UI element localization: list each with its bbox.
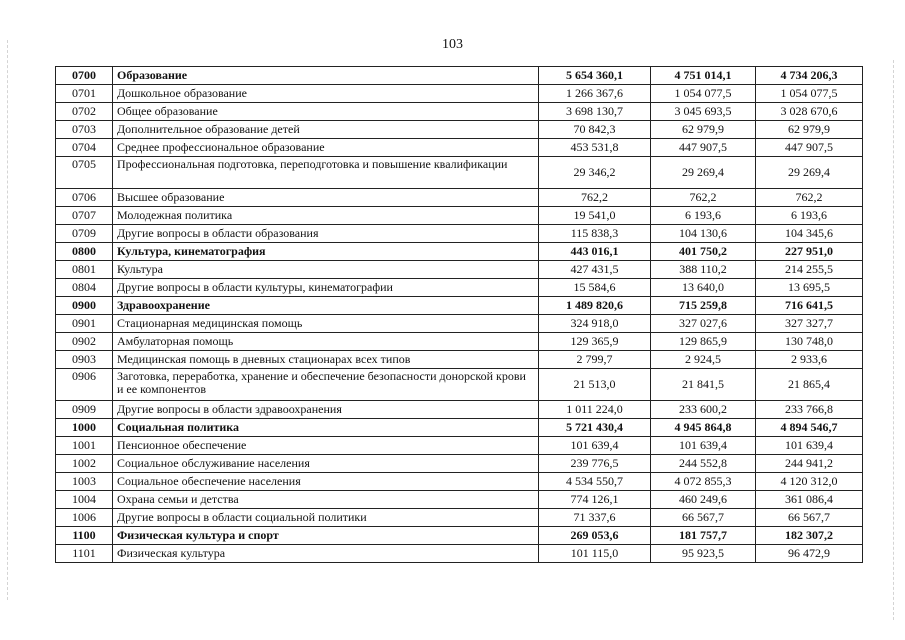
table-row <box>56 85 863 103</box>
amount-col-2: 3 045 693,5 <box>651 103 756 121</box>
amount-col-2: 762,2 <box>651 189 756 207</box>
amount-col-1: 129 365,9 <box>539 333 651 351</box>
amount-col-3: 4 734 206,3 <box>756 67 863 85</box>
amount-col-1: 21 513,0 <box>539 369 651 401</box>
amount-col-2: 104 130,6 <box>651 225 756 243</box>
amount-col-2: 129 865,9 <box>651 333 756 351</box>
amount-col-1: 269 053,6 <box>539 527 651 545</box>
section-name: Стационарная медицинская помощь <box>113 315 539 333</box>
section-name: Пенсионное обеспечение <box>113 437 539 455</box>
amount-col-2: 2 924,5 <box>651 351 756 369</box>
table-row <box>56 545 863 563</box>
section-name: Дошкольное образование <box>113 85 539 103</box>
amount-col-1: 101 115,0 <box>539 545 651 563</box>
amount-col-2: 233 600,2 <box>651 401 756 419</box>
section-code: 0705 <box>56 157 113 189</box>
section-name: Молодежная политика <box>113 207 539 225</box>
amount-col-1: 239 776,5 <box>539 455 651 473</box>
amount-col-3: 104 345,6 <box>756 225 863 243</box>
table-row <box>56 189 863 207</box>
section-name: Профессиональная подготовка, переподготовка и повышение квалификации <box>113 157 539 189</box>
table-row <box>56 369 863 401</box>
amount-col-1: 5 721 430,4 <box>539 419 651 437</box>
amount-col-1: 5 654 360,1 <box>539 67 651 85</box>
section-code: 0706 <box>56 189 113 207</box>
section-code: 1001 <box>56 437 113 455</box>
section-code: 0702 <box>56 103 113 121</box>
table-row <box>56 157 863 189</box>
section-name: Охрана семьи и детства <box>113 491 539 509</box>
amount-col-1: 19 541,0 <box>539 207 651 225</box>
table-row <box>56 121 863 139</box>
amount-col-3: 233 766,8 <box>756 401 863 419</box>
section-code: 1002 <box>56 455 113 473</box>
amount-col-3: 1 054 077,5 <box>756 85 863 103</box>
amount-col-2: 21 841,5 <box>651 369 756 401</box>
section-code: 0900 <box>56 297 113 315</box>
amount-col-3: 447 907,5 <box>756 139 863 157</box>
section-code: 0902 <box>56 333 113 351</box>
section-total-row <box>56 527 863 545</box>
section-code: 0703 <box>56 121 113 139</box>
section-name: Другие вопросы в области социальной политики <box>113 509 539 527</box>
amount-col-1: 29 346,2 <box>539 157 651 189</box>
amount-col-1: 70 842,3 <box>539 121 651 139</box>
amount-col-2: 13 640,0 <box>651 279 756 297</box>
section-code: 1003 <box>56 473 113 491</box>
amount-col-1: 115 838,3 <box>539 225 651 243</box>
amount-col-3: 2 933,6 <box>756 351 863 369</box>
table-row <box>56 103 863 121</box>
amount-col-3: 4 120 312,0 <box>756 473 863 491</box>
amount-col-3: 244 941,2 <box>756 455 863 473</box>
section-code: 0801 <box>56 261 113 279</box>
table-row <box>56 455 863 473</box>
amount-col-3: 101 639,4 <box>756 437 863 455</box>
amount-col-1: 4 534 550,7 <box>539 473 651 491</box>
section-code: 0700 <box>56 67 113 85</box>
section-name: Социальная политика <box>113 419 539 437</box>
section-name: Дополнительное образование детей <box>113 121 539 139</box>
amount-col-3: 130 748,0 <box>756 333 863 351</box>
amount-col-3: 361 086,4 <box>756 491 863 509</box>
amount-col-3: 227 951,0 <box>756 243 863 261</box>
amount-col-3: 13 695,5 <box>756 279 863 297</box>
amount-col-2: 401 750,2 <box>651 243 756 261</box>
section-code: 1004 <box>56 491 113 509</box>
section-name: Заготовка, переработка, хранение и обеспечение безопасности донорской крови и ее компонентов <box>113 369 539 401</box>
table-row <box>56 437 863 455</box>
amount-col-3: 6 193,6 <box>756 207 863 225</box>
amount-col-2: 715 259,8 <box>651 297 756 315</box>
section-name: Медицинская помощь в дневных стационарах всех типов <box>113 351 539 369</box>
section-total-row <box>56 67 863 85</box>
amount-col-1: 443 016,1 <box>539 243 651 261</box>
section-name: Физическая культура <box>113 545 539 563</box>
section-code: 1000 <box>56 419 113 437</box>
section-name: Здравоохранение <box>113 297 539 315</box>
amount-col-3: 29 269,4 <box>756 157 863 189</box>
amount-col-1: 1 266 367,6 <box>539 85 651 103</box>
scan-edge-left <box>7 40 8 600</box>
table-row <box>56 225 863 243</box>
amount-col-1: 15 584,6 <box>539 279 651 297</box>
section-code: 0707 <box>56 207 113 225</box>
table-row <box>56 279 863 297</box>
amount-col-1: 453 531,8 <box>539 139 651 157</box>
budget-table-body <box>56 67 863 563</box>
table-row <box>56 261 863 279</box>
section-name: Другие вопросы в области культуры, кинематографии <box>113 279 539 297</box>
amount-col-1: 774 126,1 <box>539 491 651 509</box>
amount-col-2: 460 249,6 <box>651 491 756 509</box>
table-row <box>56 315 863 333</box>
section-name: Среднее профессиональное образование <box>113 139 539 157</box>
amount-col-2: 327 027,6 <box>651 315 756 333</box>
table-row <box>56 333 863 351</box>
section-total-row <box>56 297 863 315</box>
table-row <box>56 473 863 491</box>
section-code: 0804 <box>56 279 113 297</box>
amount-col-2: 4 945 864,8 <box>651 419 756 437</box>
amount-col-3: 716 641,5 <box>756 297 863 315</box>
amount-col-2: 6 193,6 <box>651 207 756 225</box>
amount-col-3: 762,2 <box>756 189 863 207</box>
amount-col-1: 1 011 224,0 <box>539 401 651 419</box>
section-name: Культура, кинематография <box>113 243 539 261</box>
section-code: 0909 <box>56 401 113 419</box>
section-code: 0901 <box>56 315 113 333</box>
section-code: 0701 <box>56 85 113 103</box>
budget-table <box>55 66 863 563</box>
section-code: 0800 <box>56 243 113 261</box>
amount-col-2: 4 751 014,1 <box>651 67 756 85</box>
amount-col-2: 62 979,9 <box>651 121 756 139</box>
section-name: Социальное обслуживание населения <box>113 455 539 473</box>
amount-col-3: 4 894 546,7 <box>756 419 863 437</box>
table-row <box>56 207 863 225</box>
amount-col-2: 447 907,5 <box>651 139 756 157</box>
section-code: 1101 <box>56 545 113 563</box>
amount-col-1: 324 918,0 <box>539 315 651 333</box>
amount-col-2: 1 054 077,5 <box>651 85 756 103</box>
section-name: Высшее образование <box>113 189 539 207</box>
section-total-row <box>56 419 863 437</box>
section-name: Социальное обеспечение населения <box>113 473 539 491</box>
section-total-row <box>56 243 863 261</box>
amount-col-1: 427 431,5 <box>539 261 651 279</box>
table-row <box>56 139 863 157</box>
section-name: Культура <box>113 261 539 279</box>
amount-col-1: 101 639,4 <box>539 437 651 455</box>
amount-col-2: 66 567,7 <box>651 509 756 527</box>
section-code: 0903 <box>56 351 113 369</box>
table-row <box>56 509 863 527</box>
amount-col-2: 4 072 855,3 <box>651 473 756 491</box>
amount-col-3: 96 472,9 <box>756 545 863 563</box>
amount-col-2: 181 757,7 <box>651 527 756 545</box>
section-name: Другие вопросы в области здравоохранения <box>113 401 539 419</box>
amount-col-1: 1 489 820,6 <box>539 297 651 315</box>
amount-col-1: 762,2 <box>539 189 651 207</box>
amount-col-3: 62 979,9 <box>756 121 863 139</box>
amount-col-2: 101 639,4 <box>651 437 756 455</box>
section-code: 1006 <box>56 509 113 527</box>
scan-edge-right <box>893 60 894 620</box>
section-name: Общее образование <box>113 103 539 121</box>
section-name: Амбулаторная помощь <box>113 333 539 351</box>
amount-col-1: 71 337,6 <box>539 509 651 527</box>
amount-col-2: 244 552,8 <box>651 455 756 473</box>
amount-col-2: 388 110,2 <box>651 261 756 279</box>
section-name: Физическая культура и спорт <box>113 527 539 545</box>
table-row <box>56 491 863 509</box>
amount-col-2: 95 923,5 <box>651 545 756 563</box>
section-name: Другие вопросы в области образования <box>113 225 539 243</box>
section-code: 1100 <box>56 527 113 545</box>
amount-col-3: 3 028 670,6 <box>756 103 863 121</box>
table-row <box>56 401 863 419</box>
amount-col-3: 327 327,7 <box>756 315 863 333</box>
page-number: 103 <box>442 37 463 52</box>
section-code: 0704 <box>56 139 113 157</box>
section-code: 0709 <box>56 225 113 243</box>
amount-col-3: 214 255,5 <box>756 261 863 279</box>
table-row <box>56 351 863 369</box>
amount-col-1: 3 698 130,7 <box>539 103 651 121</box>
section-name: Образование <box>113 67 539 85</box>
amount-col-1: 2 799,7 <box>539 351 651 369</box>
amount-col-3: 21 865,4 <box>756 369 863 401</box>
amount-col-2: 29 269,4 <box>651 157 756 189</box>
amount-col-3: 66 567,7 <box>756 509 863 527</box>
section-code: 0906 <box>56 369 113 401</box>
amount-col-3: 182 307,2 <box>756 527 863 545</box>
